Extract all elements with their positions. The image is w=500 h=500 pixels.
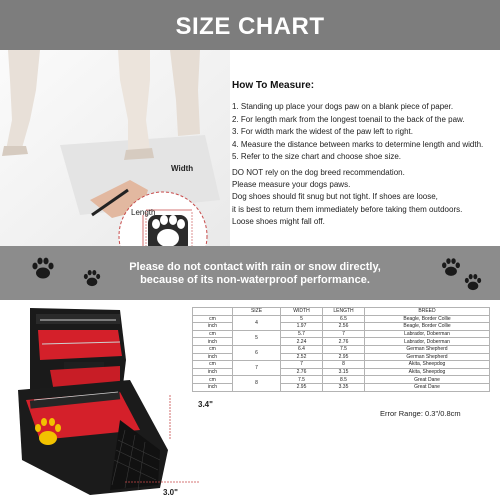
table-cell: 3.15 [323,368,365,376]
table-cell: 2.56 [323,323,365,331]
table-cell: 8.5 [323,376,365,384]
table-cell: inch [193,368,233,376]
table-cell: 8 [323,361,365,369]
table-cell: Akita, Sheepdog [365,368,490,376]
table-cell: 5 [233,330,281,345]
measure-note: it is best to return them immediately before taking them outdoors. [232,204,463,214]
measure-steps [232,101,497,164]
table-cell: inch [193,353,233,361]
boot-width-label: 3.0" [163,488,178,497]
table-cell: Great Dane [365,376,490,384]
table-header: WIDTH [281,308,323,316]
measure-note: Loose shoes might fall off. [232,217,325,227]
table-cell: 5.7 [281,330,323,338]
table-cell: 7 [233,361,281,376]
table-cell: 2.24 [281,338,323,346]
measure-step: 4. Measure the distance between marks to determine length and width. [232,139,484,149]
table-cell: 8 [233,376,281,391]
table-header [193,308,233,316]
table-cell: cm [193,315,233,323]
table-cell: Beagle, Border Collie [365,323,490,331]
table-cell: cm [193,376,233,384]
measure-step: 1. Standing up place your dogs paw on a blank piece of paper. [232,102,454,111]
width-label: Width [171,164,194,173]
table-cell: cm [193,361,233,369]
table-cell: Labrador, Doberman [365,330,490,338]
table-header: LENGTH [323,308,365,316]
warning-line: because of its non-waterproof performance. [140,274,370,286]
table-cell: Beagle, Border Collie [365,315,490,323]
table-cell: 6 [233,345,281,360]
table-cell: 2.76 [323,338,365,346]
table-cell: 7 [281,361,323,369]
measure-note: DO NOT rely on the dog breed recommendation. [232,167,405,177]
table-cell: 7.5 [281,376,323,384]
table-row [193,315,490,323]
table-row [193,376,490,384]
table-cell: German Shepherd [365,353,490,361]
table-cell: Great Dane [365,383,490,391]
measure-notes [232,167,497,229]
table-cell: 2.95 [323,353,365,361]
table-cell: 2.52 [281,353,323,361]
measure-heading: How To Measure: [232,80,315,91]
table-header-row [193,308,490,316]
table-cell: 5 [281,315,323,323]
table-cell: 7 [323,330,365,338]
page-title: SIZE CHART [175,13,325,40]
how-to-measure [232,80,497,229]
paw-icon [440,256,462,278]
paw-icon [463,272,483,292]
table-row [193,345,490,353]
measure-step: 3. For width mark the widest of the paw left to right. [232,127,413,136]
measure-step: 2. For length mark from the longest toenail to the back of the paw. [232,114,465,124]
table-cell: 7.5 [323,345,365,353]
size-table [192,307,490,392]
table-cell: 4 [233,315,281,330]
table-cell: inch [193,338,233,346]
table-row [193,361,490,369]
table-cell: inch [193,323,233,331]
table-header: BREED [365,308,490,316]
table-cell: cm [193,330,233,338]
warning-band [0,246,500,300]
table-cell: German Shepherd [365,345,490,353]
boot-height-label: 3.4" [198,400,213,409]
measure-note: Please measure your dogs paws. [232,179,351,189]
warning-line: Please do not contact with rain or snow directly, [129,261,381,273]
table-cell: 6.5 [323,315,365,323]
table-cell: inch [193,383,233,391]
table-cell: 2.76 [281,368,323,376]
table-cell: Akita, Sheepdog [365,361,490,369]
table-cell: cm [193,345,233,353]
table-cell: 1.97 [281,323,323,331]
error-range-note: Error Range: 0.3"/0.8cm [380,409,461,418]
dog-paw-photo [0,50,230,250]
warning-text [95,261,415,287]
table-cell: 2.95 [281,383,323,391]
top-banner [0,0,500,50]
length-label: Length [131,208,156,217]
paw-icon [30,256,56,280]
measure-step: 5. Refer to the size chart and choose shoe size. [232,152,401,161]
table-cell: Labrador, Doberman [365,338,490,346]
table-row [193,330,490,338]
table-cell: 6.4 [281,345,323,353]
measure-note: Dog shoes should fit snug but not tight. If shoes are loose, [232,192,438,202]
table-header: SIZE [233,308,281,316]
table-cell: 3.35 [323,383,365,391]
